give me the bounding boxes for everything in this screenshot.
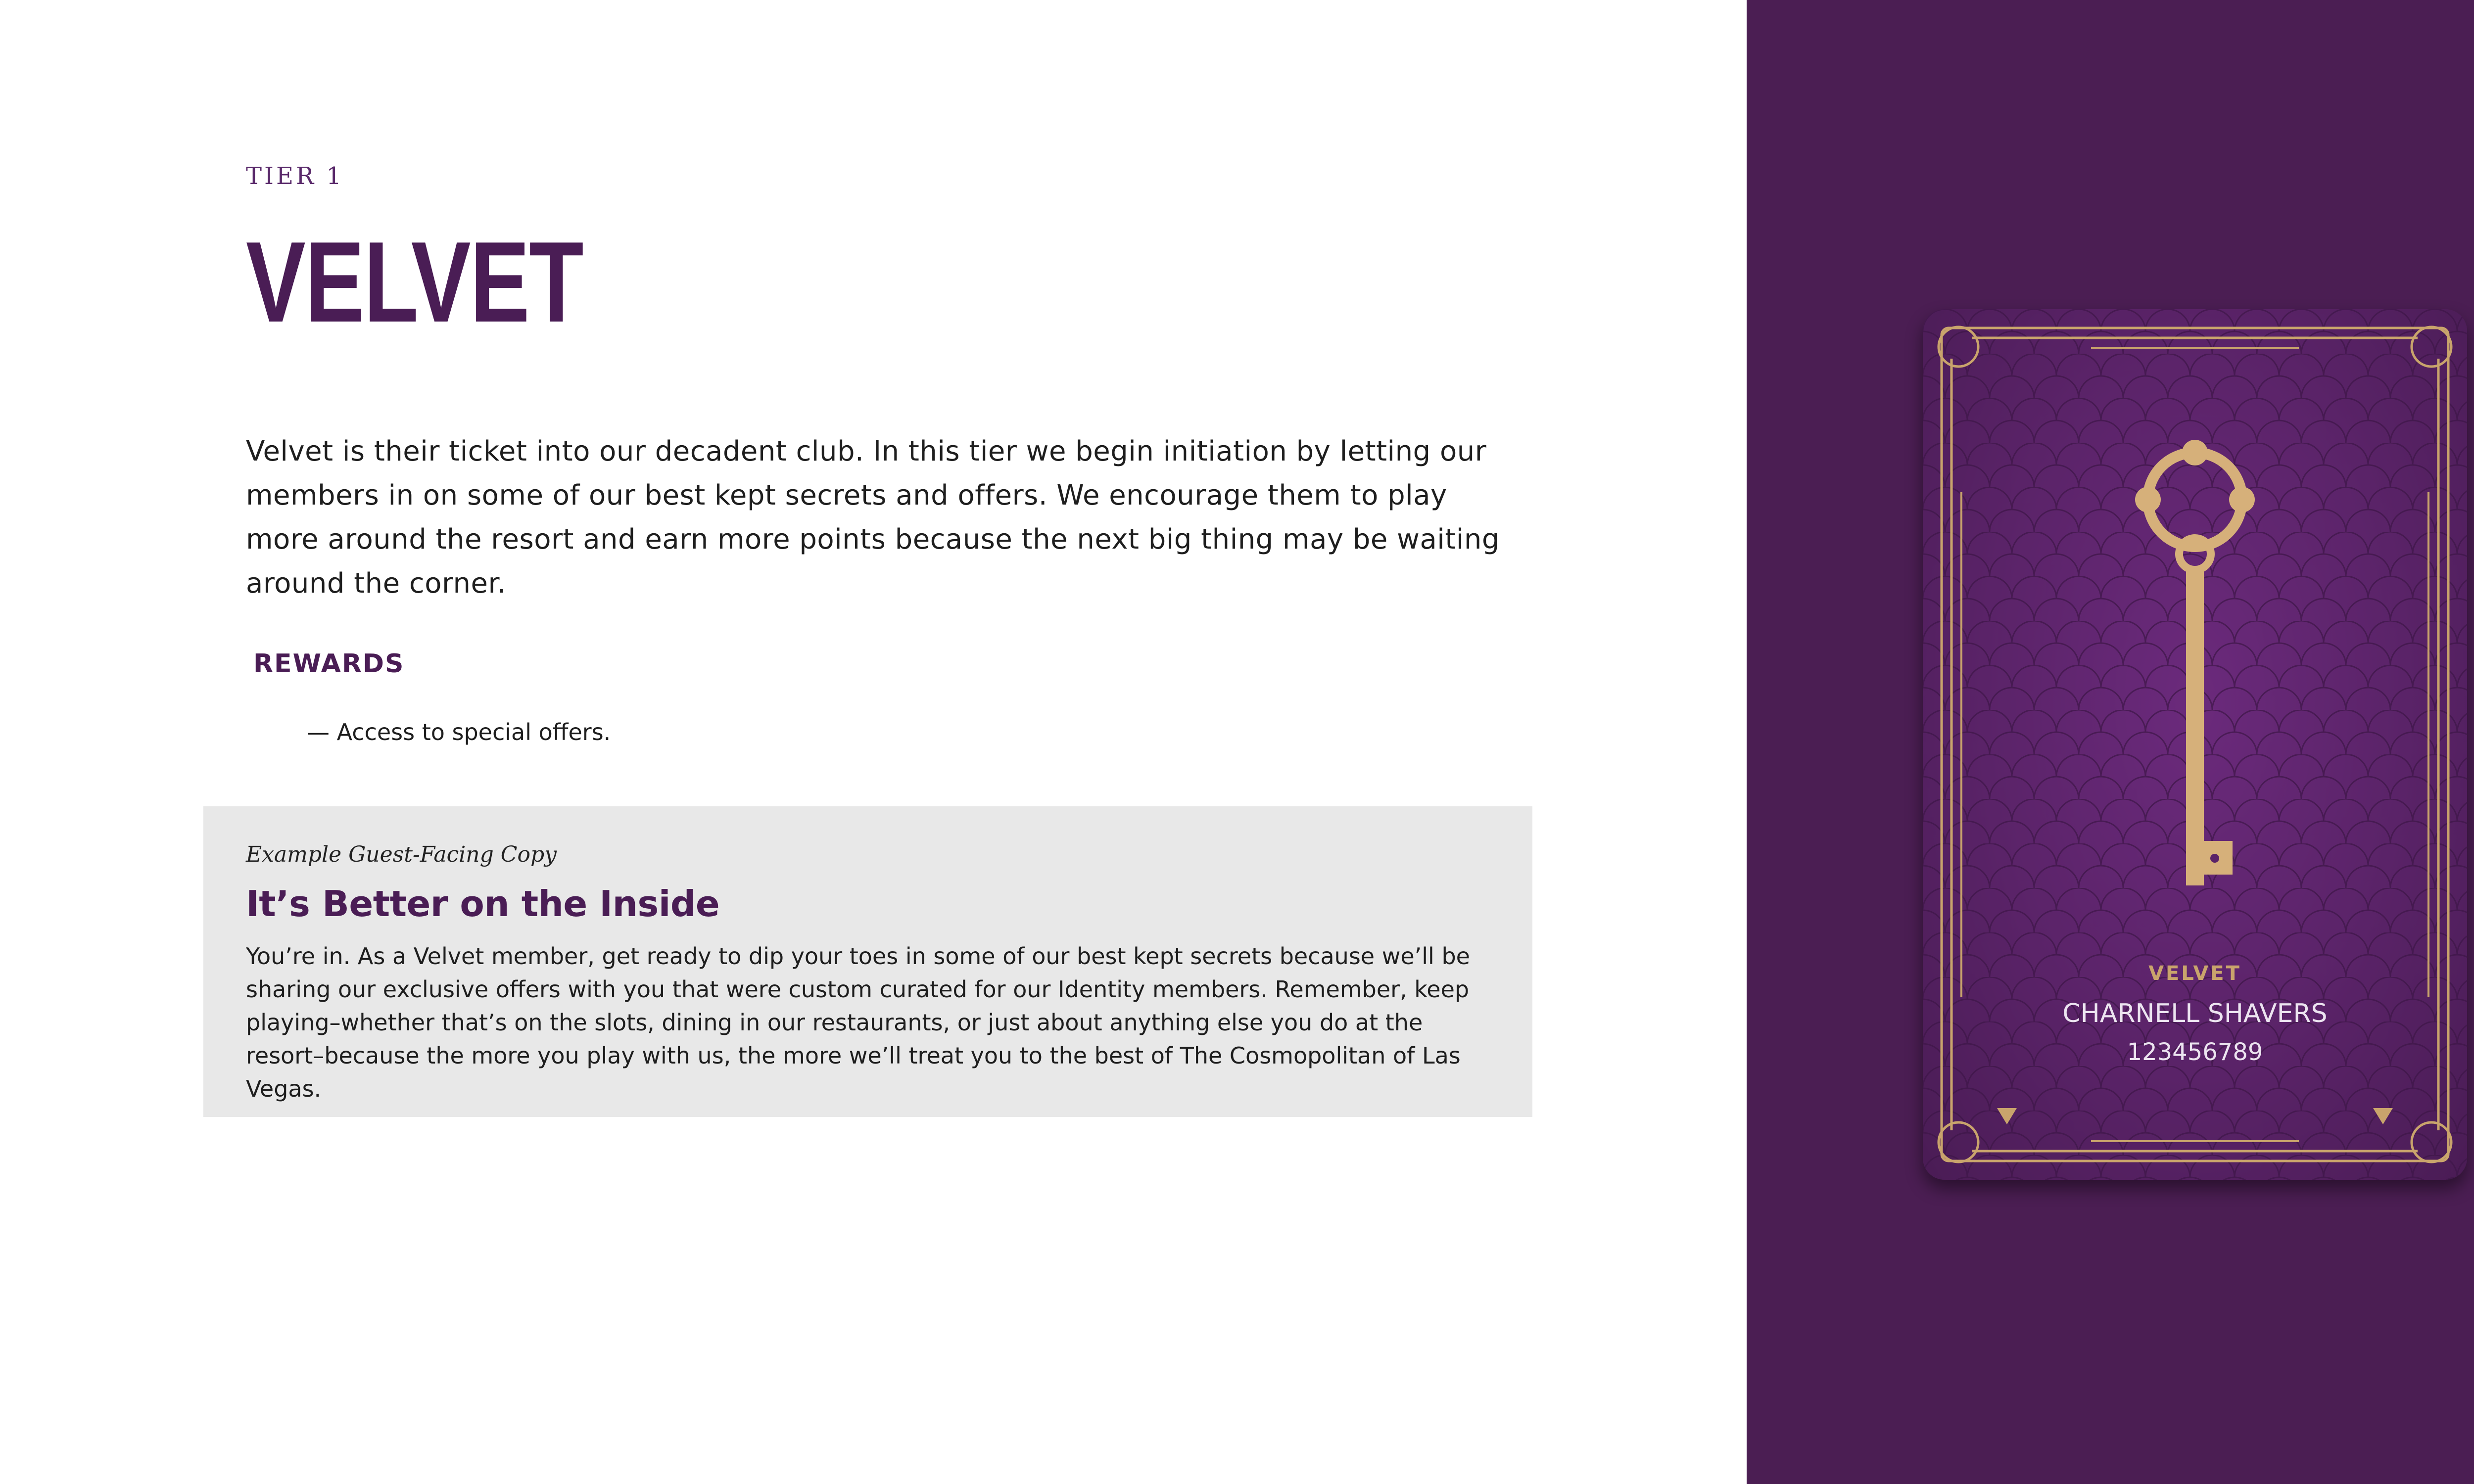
card-tier-label: VELVET <box>2148 962 2241 985</box>
velvet-membership-card <box>1923 309 2467 1180</box>
tier-label: TIER 1 <box>246 162 344 190</box>
intro-paragraph: Velvet is their ticket into our decadent club. In this tier we begin initiation by letting our members in on some of our best kept secrets and offers. We encourage them to play more around the resort and earn more points because the next big thing may be waiting around the corner. <box>246 435 1500 600</box>
card-member-name: CHARNELL SHAVERS <box>2062 999 2328 1028</box>
card-member-number: 123456789 <box>2127 1038 2263 1066</box>
page-title: VELVET <box>246 218 583 346</box>
rewards-heading: REWARDS <box>253 649 405 679</box>
guest-copy-box <box>203 806 1532 1117</box>
rewards-list <box>307 719 611 745</box>
guest-copy-eyebrow: Example Guest-Facing Copy <box>246 842 557 867</box>
card-showcase-panel <box>1747 0 2474 1484</box>
guest-copy-body: You’re in. As a Velvet member, get ready to dip your toes in some of our best kept secrets because we’ll be sharing our exclusive offers with you that were custom curated for our Identity members. Remember, keep playing–whether that’s on the slots, dining in our restaurants, or just about anything else you do at the resort–because the more you play with us, the more we’ll treat you to the best of The Cosmopolitan of Las Vegas. <box>246 943 1470 1102</box>
list-item: — Access to special offers. <box>307 719 611 745</box>
guest-copy-title: It’s Better on the Inside <box>246 883 720 925</box>
